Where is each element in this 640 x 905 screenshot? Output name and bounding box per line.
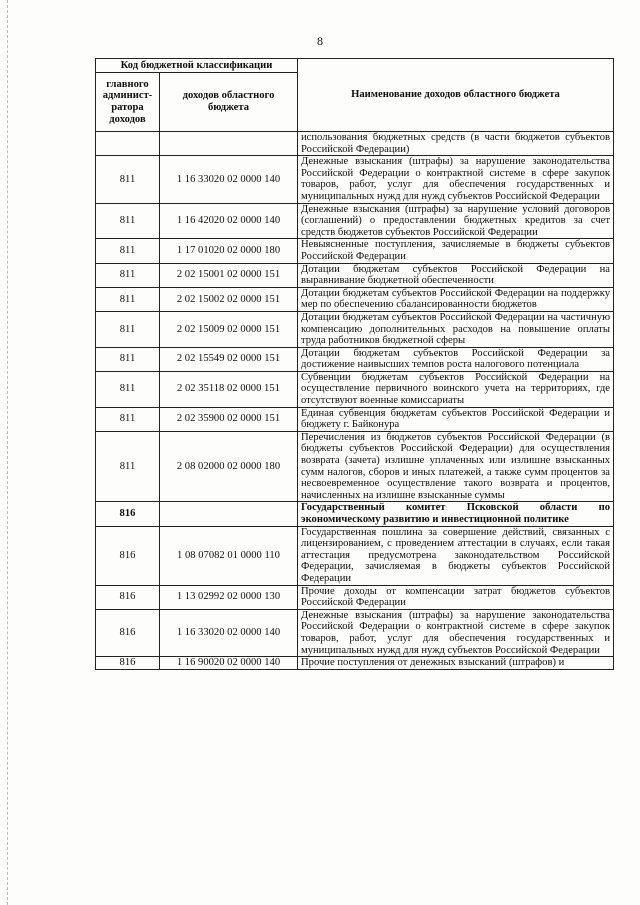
- admin-code-cell: 811: [96, 431, 160, 502]
- admin-code-cell: 816: [96, 585, 160, 609]
- table-row: [96, 263, 614, 287]
- admin-code-cell: [96, 132, 160, 156]
- income-name-cell: Государственная пошлина за совершение действий, связанных с лицензированием, с проведением аттестации в случаях, если такая аттестация предусмотрена законодательством Российской Федерации, зачисляемая в бюджеты субъектов Российской Федерации: [298, 526, 614, 585]
- income-name-cell: Дотации бюджетам субъектов Российской Федерации на частичную компенсацию дополнительных расходов на повышение оплаты труда работников бюджетной сферы: [298, 311, 614, 347]
- income-code-cell: 2 02 15549 02 0000 151: [160, 347, 298, 371]
- page-number: 8: [317, 34, 323, 48]
- admin-code-cell: 811: [96, 156, 160, 203]
- admin-code-cell: 816: [96, 502, 160, 526]
- table-row: [96, 371, 614, 407]
- budget-classification-table: [95, 58, 614, 670]
- table-row: [96, 657, 614, 670]
- admin-code-cell: 816: [96, 609, 160, 656]
- admin-code-cell: 811: [96, 239, 160, 263]
- admin-code-cell: 811: [96, 287, 160, 311]
- income-name-cell: Субвенции бюджетам субъектов Российской Федерации на осуществление первичного воинского учета на территориях, где отсутствуют военные комиссариаты: [298, 371, 614, 407]
- admin-code-cell: 811: [96, 311, 160, 347]
- income-name-cell: Дотации бюджетам субъектов Российской Федерации на выравнивание бюджетной обеспеченности: [298, 263, 614, 287]
- income-code-cell: 1 16 33020 02 0000 140: [160, 156, 298, 203]
- income-code-cell: 1 08 07082 01 0000 110: [160, 526, 298, 585]
- admin-code-cell: 811: [96, 263, 160, 287]
- income-name-cell: Государственный комитет Псковской области по экономическому развитию и инвестиционной политике: [298, 502, 614, 526]
- income-name-cell: Дотации бюджетам субъектов Российской Федерации на поддержку мер по обеспечению сбалансированности бюджетов: [298, 287, 614, 311]
- income-code-cell: 2 02 35118 02 0000 151: [160, 371, 298, 407]
- header-name: Наименование доходов областного бюджета: [298, 59, 614, 132]
- table-row: [96, 311, 614, 347]
- table-row: [96, 287, 614, 311]
- income-name-cell: Денежные взыскания (штрафы) за нарушение законодательства Российской Федерации о контрактной системе в сфере закупок товаров, работ, услуг для обеспечения государственных и муниципальных нужд для нужд субъектов Российской Федерации: [298, 609, 614, 656]
- binding-margin-line: [7, 0, 8, 905]
- income-code-cell: 2 02 15001 02 0000 151: [160, 263, 298, 287]
- admin-code-cell: 811: [96, 407, 160, 431]
- table-row: [96, 609, 614, 656]
- income-name-cell: Прочие доходы от компенсации затрат бюджетов субъектов Российской Федерации: [298, 585, 614, 609]
- table-row: [96, 156, 614, 203]
- income-name-cell: Денежные взыскания (штрафы) за нарушение законодательства Российской Федерации о контрактной системе в сфере закупок товаров, работ, услуг для обеспечения государственных и муниципальных нужд для нужд субъектов Российской Федерации: [298, 156, 614, 203]
- header-income-code: доходов областного бюджета: [160, 73, 298, 132]
- income-name-cell: Невыясненные поступления, зачисляемые в бюджеты субъектов Российской Федерации: [298, 239, 614, 263]
- income-code-cell: 1 16 90020 02 0000 140: [160, 657, 298, 670]
- income-code-cell: 2 08 02000 02 0000 180: [160, 431, 298, 502]
- income-code-cell: [160, 132, 298, 156]
- table-row: [96, 502, 614, 526]
- income-name-cell: Денежные взыскания (штрафы) за нарушение условий договоров (соглашений) о предоставлении бюджетных кредитов за счет средств бюджетов субъектов Российской Федерации: [298, 203, 614, 239]
- table-row: [96, 431, 614, 502]
- table-row: [96, 526, 614, 585]
- table-row: [96, 347, 614, 371]
- table-row: [96, 132, 614, 156]
- header-admin: главного админист-ратора доходов: [96, 73, 160, 132]
- table-row: [96, 203, 614, 239]
- table-row: [96, 585, 614, 609]
- admin-code-cell: 811: [96, 347, 160, 371]
- admin-code-cell: 816: [96, 657, 160, 670]
- admin-code-cell: 811: [96, 371, 160, 407]
- income-code-cell: 1 16 33020 02 0000 140: [160, 609, 298, 656]
- income-name-cell: Перечисления из бюджетов субъектов Российской Федерации (в бюджеты субъектов Российской Федерации) для осуществления возврата (зачета) излишне уплаченных или излишне взысканных сумм налогов, сборов и иных платежей, а также сумм процентов за несвоевременное осуществление такого возврата и процентов, начисленных на излишне взысканные суммы: [298, 431, 614, 502]
- income-code-cell: 2 02 35900 02 0000 151: [160, 407, 298, 431]
- income-code-cell: 2 02 15009 02 0000 151: [160, 311, 298, 347]
- income-code-cell: 1 16 42020 02 0000 140: [160, 203, 298, 239]
- income-code-cell: [160, 502, 298, 526]
- table-row: [96, 407, 614, 431]
- table-row: [96, 239, 614, 263]
- admin-code-cell: 816: [96, 526, 160, 585]
- income-code-cell: 1 13 02992 02 0000 130: [160, 585, 298, 609]
- income-name-cell: Единая субвенция бюджетам субъектов Российской Федерации и бюджету г. Байконура: [298, 407, 614, 431]
- admin-code-cell: 811: [96, 203, 160, 239]
- income-name-cell: использования бюджетных средств (в части бюджетов субъектов Российской Федерации): [298, 132, 614, 156]
- income-code-cell: 2 02 15002 02 0000 151: [160, 287, 298, 311]
- income-name-cell: Прочие поступления от денежных взысканий (штрафов) и: [298, 657, 614, 670]
- header-group-code: Код бюджетной классификации: [96, 59, 298, 73]
- income-code-cell: 1 17 01020 02 0000 180: [160, 239, 298, 263]
- income-name-cell: Дотации бюджетам субъектов Российской Федерации за достижение наивысших темпов роста налогового потенциала: [298, 347, 614, 371]
